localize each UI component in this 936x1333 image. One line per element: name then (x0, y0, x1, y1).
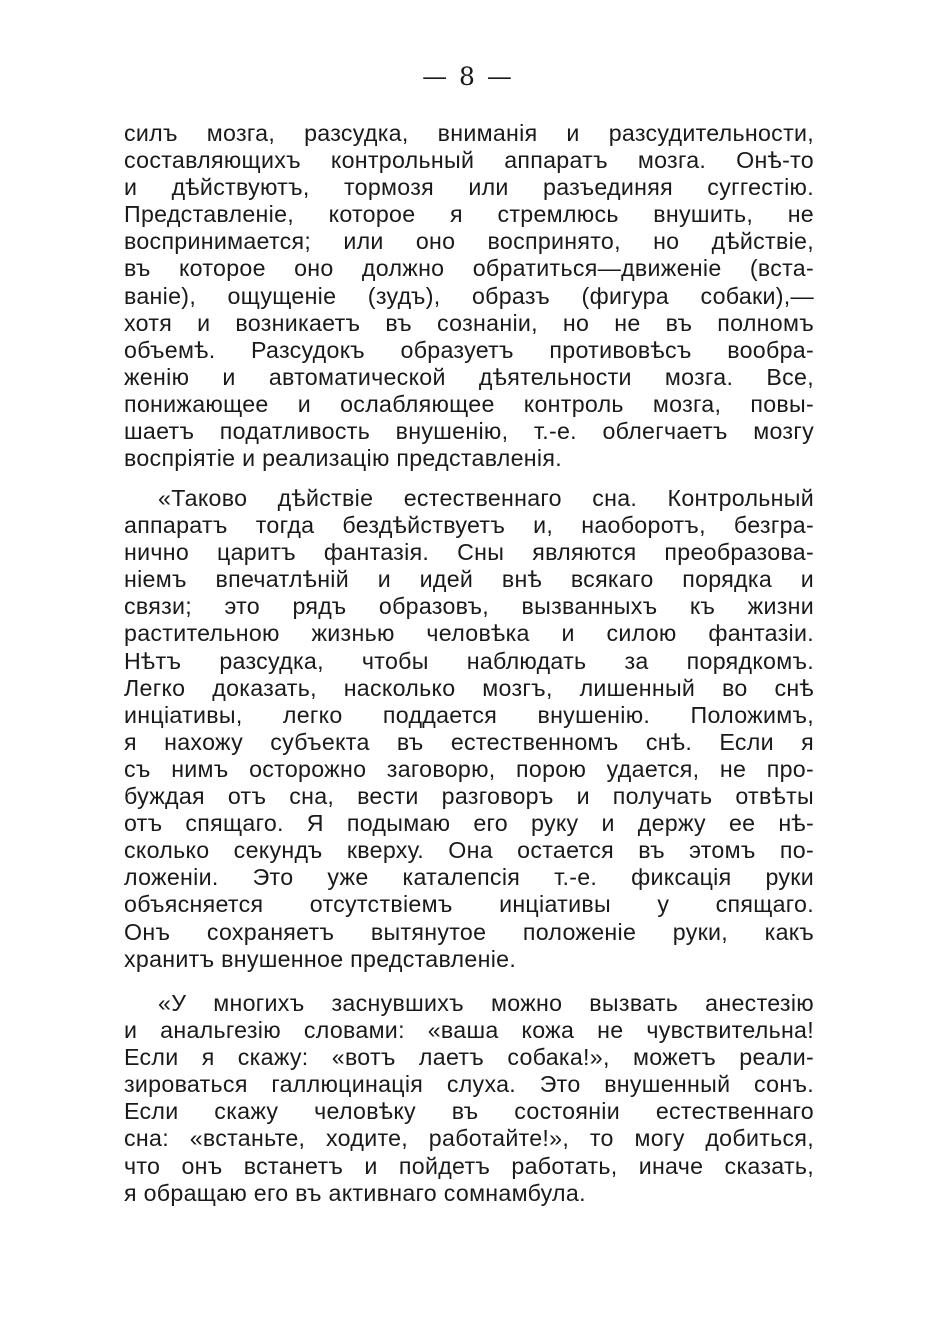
text-line: что онъ встанетъ и пойдетъ работать, иначе сказать, (124, 1152, 814, 1179)
text-line: понижающее и ослабляющее контроль мозга, повы- (124, 390, 814, 417)
paragraph-1 (124, 120, 814, 472)
text-line: «У многихъ заснувшихъ можно вызвать анестезію (158, 990, 814, 1016)
text-line: Если скажу человѣку въ состояніи естественнаго (124, 1098, 814, 1125)
text-line: шаетъ податливость внушенію, т.-е. облегчаетъ мозгу (124, 418, 814, 445)
text-line: сна: «встаньте, ходите, работайте!», то могу добиться, (124, 1125, 814, 1152)
text-line: ложеніи. Это уже каталепсія т.-е. фиксація руки (124, 864, 814, 891)
text-line: Если я скажу: «вотъ лаетъ собака!», можетъ реали- (124, 1044, 814, 1071)
text-line: Нѣтъ разсудка, чтобы наблюдать за порядкомъ. (124, 647, 814, 674)
text-line: хранитъ внушенное представленіе. (124, 945, 517, 972)
text-line: воспринимается; или оно воспринято, но дѣйствіе, (124, 228, 814, 255)
text-line: зироваться галлюцинація слуха. Это внушенный сонъ. (124, 1071, 814, 1098)
text-line: отъ спящаго. Я подымаю его руку и держу ее нѣ- (124, 810, 814, 837)
text-line: аппаратъ тогда бездѣйствуетъ и, наоборотъ, безгра- (124, 512, 814, 539)
text-line: «Таково дѣйствіе естественнаго сна. Контрольный (158, 485, 814, 511)
text-line: Представленіе, которое я стремлюсь внушить, не (124, 201, 814, 228)
text-line: въ которое оно должно обратиться—движеніе (вста- (124, 255, 814, 282)
text-line: ніемъ впечатлѣній и идей внѣ всякаго порядка и (124, 566, 814, 593)
text-line: объясняется отсутствіемъ инціативы у спящаго. (124, 891, 814, 918)
text-line: я нахожу субъекта въ естественномъ снѣ. Если я (124, 728, 814, 755)
text-line: съ нимъ осторожно заговорю, порою удается, не про- (124, 755, 814, 782)
text-line: нично царитъ фантазія. Сны являются преобразова- (124, 539, 814, 566)
text-line: объемѣ. Разсудокъ образуетъ противовѣсъ вообра- (124, 336, 814, 363)
text-line: Онъ сохраняетъ вытянутое положеніе руки, какъ (124, 918, 814, 945)
text-line: растительною жизнью человѣка и силою фантазіи. (124, 620, 814, 647)
page-number: — 8 — (422, 62, 514, 91)
text-line: я обращаю его въ активнаго сомнамбула. (124, 1179, 586, 1206)
paragraph-2 (124, 485, 814, 973)
text-line: сколько секундъ кверху. Она остается въ этомъ по- (124, 837, 814, 864)
text-line: составляющихъ контрольный аппаратъ мозга. Онѣ-то (124, 147, 814, 174)
text-line: буждая отъ сна, вести разговоръ и получать отвѣты (124, 783, 814, 810)
text-line: воспріятіе и реализацію представленія. (124, 445, 562, 472)
paragraph-3 (124, 990, 814, 1207)
text-line: Легко доказать, насколько мозгъ, лишенный во снѣ (124, 674, 814, 701)
text-line: инціативы, легко поддается внушенію. Положимъ, (124, 701, 814, 728)
text-line: связи; это рядъ образовъ, вызванныхъ къ жизни (124, 593, 814, 620)
text-line: хотя и возникаетъ въ сознаніи, но не въ полномъ (124, 309, 814, 336)
text-line: ваніе), ощущеніе (зудъ), образъ (фигура собаки),— (124, 282, 814, 309)
text-line: силъ мозга, разсудка, вниманія и разсудительности, (124, 120, 814, 146)
text-line: и дѣйствуютъ, тормозя или разъединяя суггестію. (124, 174, 814, 201)
text-line: женію и автоматической дѣятельности мозга. Все, (124, 363, 814, 390)
text-line: и анальгезію словами: «ваша кожа не чувствительна! (124, 1017, 814, 1044)
